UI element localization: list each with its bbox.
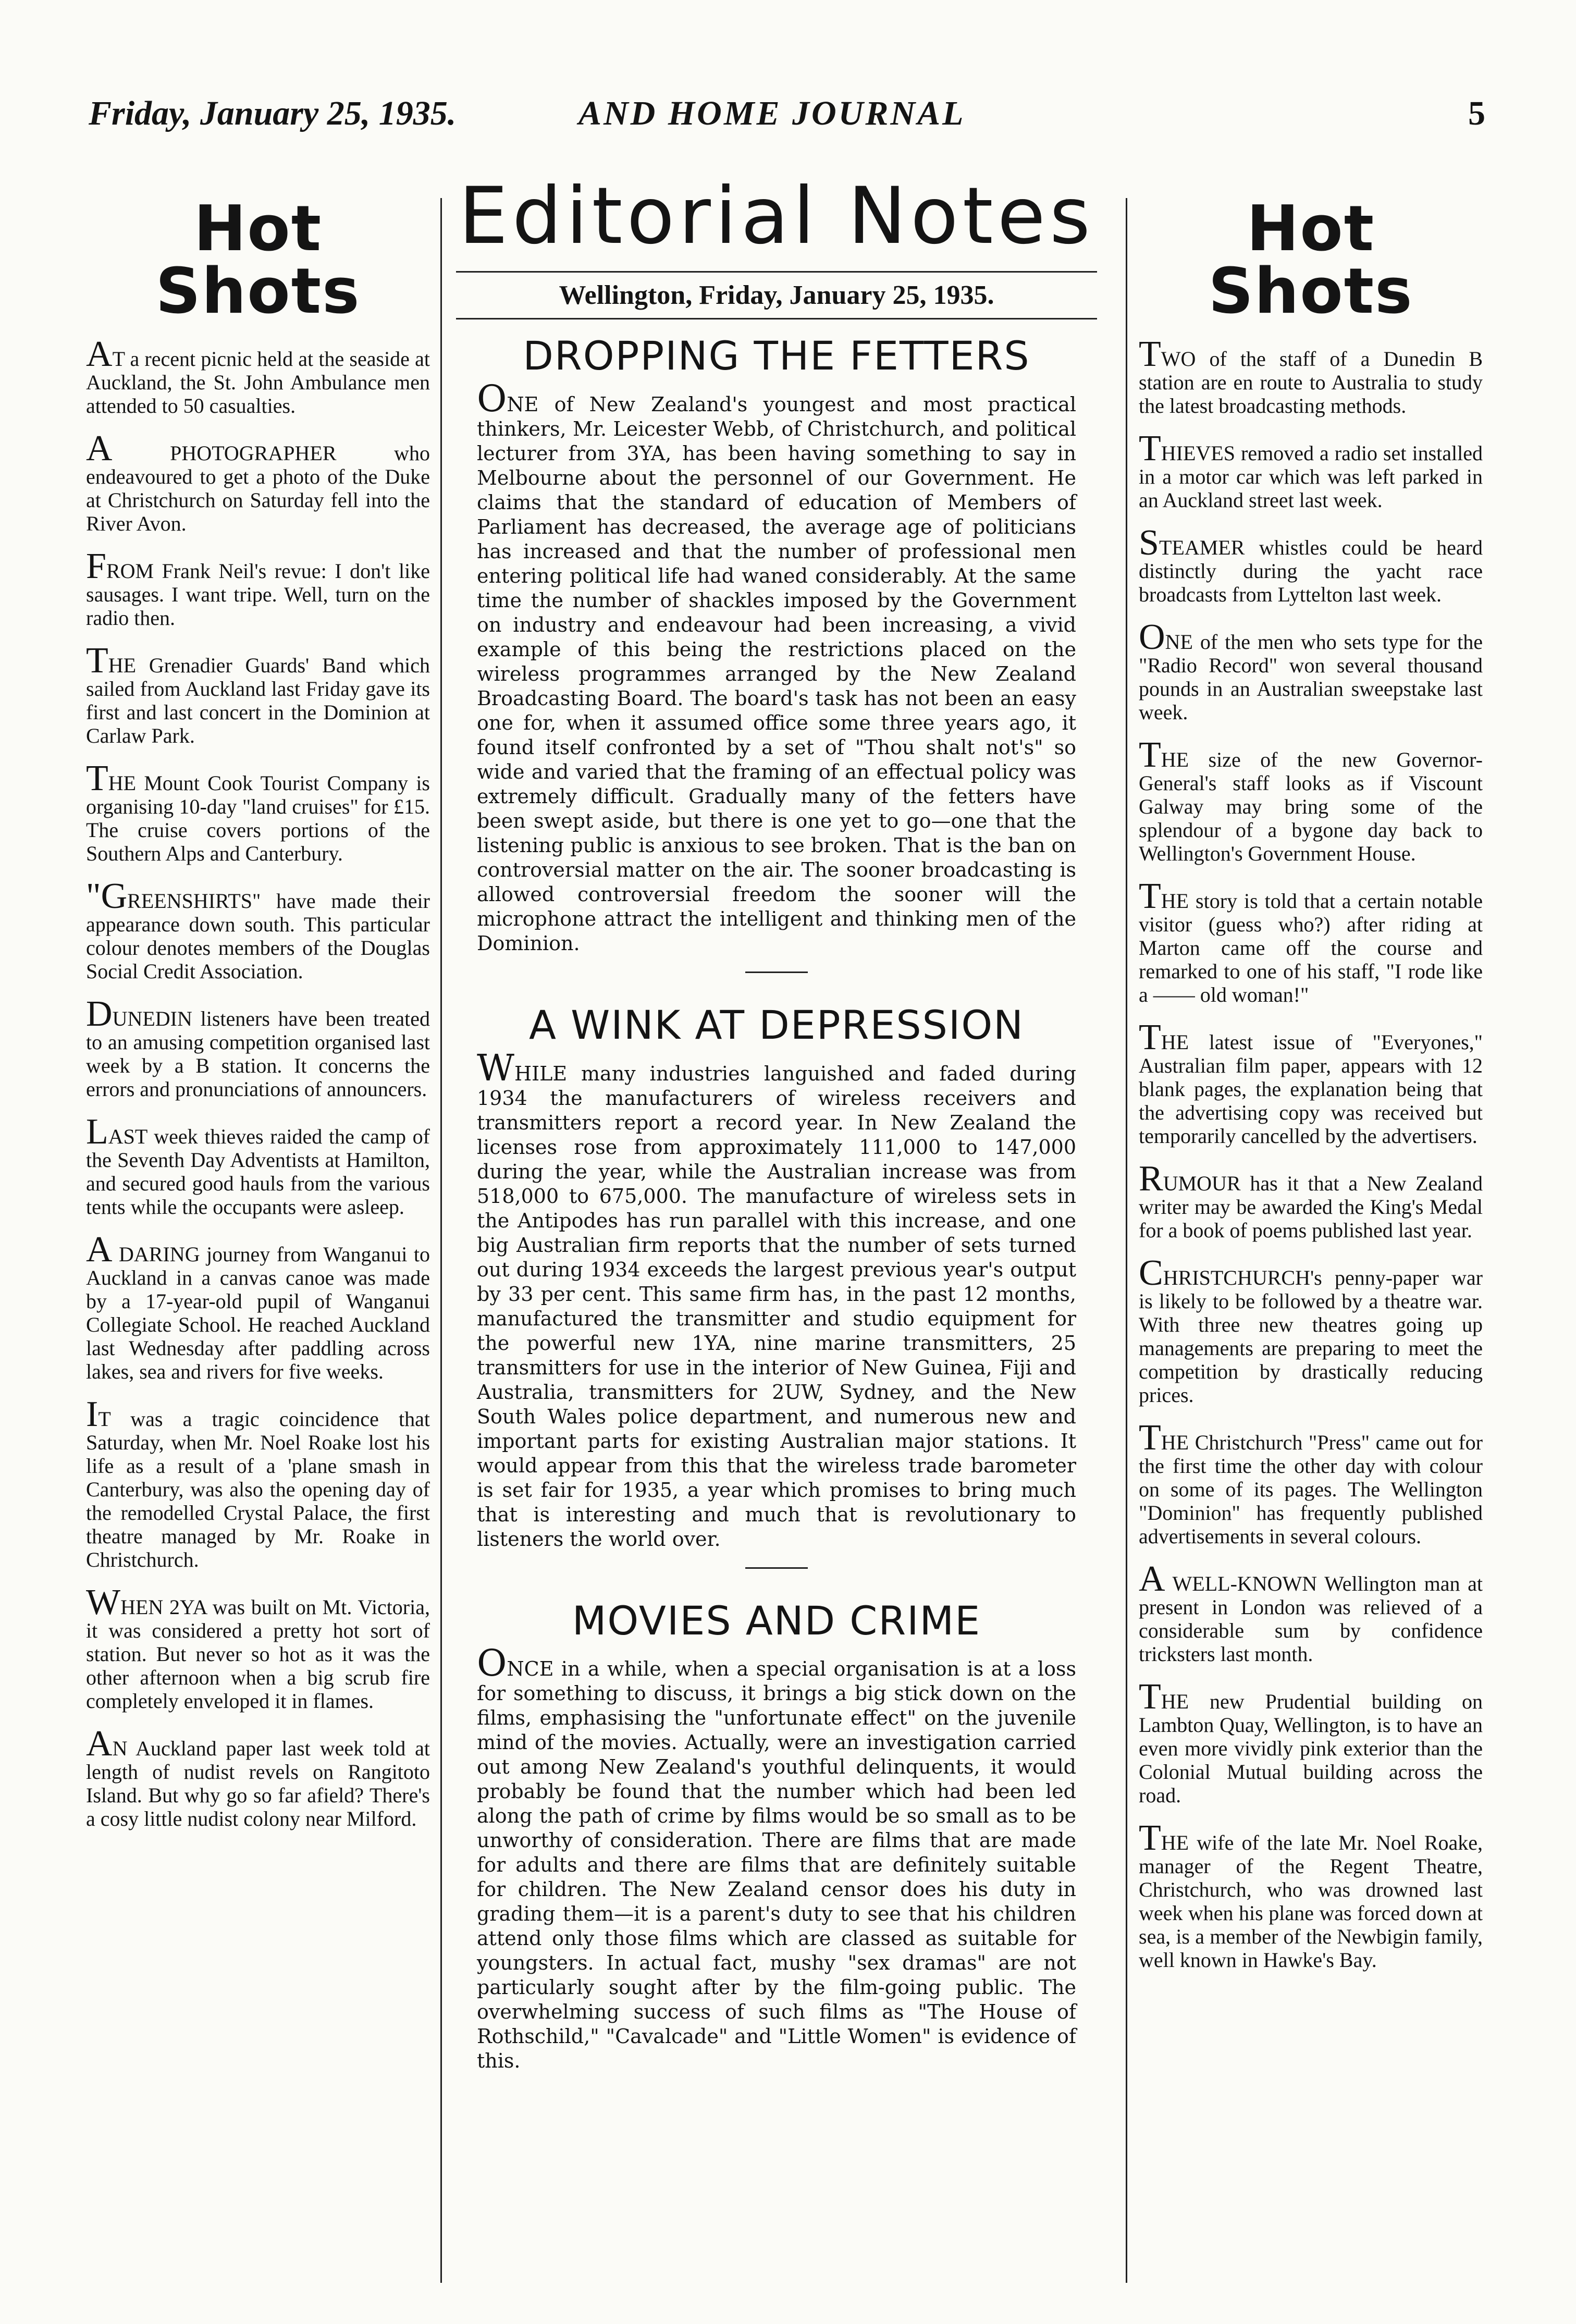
column-rule-left (440, 198, 442, 2283)
hot-shots-heading-left: Hot Shots (155, 193, 361, 328)
news-item: AN Auckland paper last week told at length of nudist revels on Rangitoto Island. But why go so far afield? There's a cosy little nudist colony near Milford. (86, 1724, 430, 1830)
news-item: THE size of the new Governor-General's staff looks as if Viscount Galway may bring some of the splendour of a bygone day back to Wellington's Government House. (1139, 735, 1483, 865)
news-item: DUNEDIN listeners have been treated to an amusing competition organised last week by a B station. It concerns the errors and pronunciations of announcers. (86, 994, 430, 1101)
news-item: LAST week thieves raided the camp of the Seventh Day Adventists at Hamilton, and secured good hauls from the various tents while the occupants were asleep. (86, 1112, 430, 1219)
news-item: THE wife of the late Mr. Noel Roake, manager of the Regent Theatre, Christchurch, who was drowned last week when his plane was forced down at sea, is a member of the Newbigin family, well known in Hawke's Bay. (1139, 1818, 1483, 1972)
news-item: A PHOTOGRAPHER who endeavoured to get a photo of the Duke at Christchurch on Saturday fell into the River Avon. (86, 428, 430, 535)
news-item: RUMOUR has it that a New Zealand writer may be awarded the King's Medal for a book of poems published last year. (1139, 1159, 1483, 1242)
news-item: THE Mount Cook Tourist Company is organising 10-day "land cruises" for £15. The cruise covers portions of the Southern Alps and Canterbury. (86, 758, 430, 865)
right-column (1139, 193, 1483, 1991)
section-divider (745, 972, 808, 973)
hot-shots-heading-right: Hot Shots (1208, 193, 1413, 328)
news-item: AT a recent picnic held at the seaside at Auckland, the St. John Ambulance men attended to 50 casualties. (86, 334, 430, 417)
news-item: ONE of the men who sets type for the "Radio Record" won several thousand pounds in an Australian sweepstake last week. (1139, 617, 1483, 724)
news-item: THE Christchurch "Press" came out for the first time the other day with colour on some of its pages. The Wellington "Dominion" has frequently published advertisements in several colours. (1139, 1418, 1483, 1548)
news-item: THE Grenadier Guards' Band which sailed from Auckland last Friday gave its first and last concert in the Dominion at Carlaw Park. (86, 641, 430, 747)
editorial-column (456, 171, 1097, 2089)
page-number: 5 (1468, 94, 1485, 132)
article-headline: MOVIES AND CRIME (572, 1597, 981, 1644)
news-item: WHEN 2YA was built on Mt. Victoria, it was considered a pretty hot sort of station. But never so hot as it was the other afternoon when a big scrub fire completely enveloped it in flames. (86, 1582, 430, 1713)
news-item: IT was a tragic coincidence that Saturday, when Mr. Noel Roake lost his life as a result of a 'plane smash in Canterbury, was also the opening day of the remodelled Crystal Palace, the first theatre managed by Mr. Roake in Christchurch. (86, 1394, 430, 1571)
issue-date: Friday, January 25, 1935. (89, 94, 457, 132)
article-body: WHILE many industries languished and faded during 1934 the manufacturers of wireless receivers and transmitters report a record year. In New Zealand the licenses rose from approximately 111,000 to 147,000 during the year, while the Australian increase was from 518,000 to 675,000. The manufacture of wireless sets in the Antipodes has run parallel with this increase, and one big Australian firm reports that the number of sets turned out during 1934 exceeds the largest previous year's output by 33 per cent. This same firm has, in the past 12 months, manufactured the transmitter and studio equipment for the powerful new 1YA, nine marine transmitters, 25 transmitters for use in the interior of New Guinea, Fiji and Australia, transmitters for 2UW, Sydney, and the New South Wales police department, and numerous new and important parts for existing Australian major stations. It would appear from this that the wireless trade barometer is set fair for 1935, a year which promises to bring much that is interesting and much that is revolutionary to listeners the world over. (477, 1046, 1076, 1551)
column-rule-right (1126, 198, 1127, 2283)
article-body: ONE of New Zealand's youngest and most practical thinkers, Mr. Leicester Webb, of Christchurch, and political lecturer from 3YA, has been having something to say in Melbourne about the personnel of our Government. He claims that the standard of education of Members of Parliament has decreased, the average age of politicians has increased and that the number of professional men entering political life had waned considerably. At the same time the number of shackles imposed by the Government on industry and endeavour had been increasing, a vivid example of this being the restrictions placed on the wireless programmes arranged by the New Zealand Broadcasting Board. The board's task has not been an easy one for, when it assumed office some three years ago, it found itself confronted by a set of "Thou shalt not's" so wide and varied that the framing of an effectual policy was extremely difficult. Gradually many of the fetters have been swept aside, but there is one yet to go—one that the listening public is anxious to see broken. That is the ban on controversial matter on the air. The sooner broadcasting is allowed controversial freedom the sooner will the microphone attract the intelligent and thinking men of the Dominion. (477, 377, 1076, 955)
news-item: A WELL-KNOWN Wellington man at present in London was relieved of a considerable sum by confidence tricksters last month. (1139, 1559, 1483, 1666)
article-headline: A WINK AT DEPRESSION (529, 1001, 1024, 1048)
article-body: ONCE in a while, when a special organisation is at a loss for something to discuss, it brings a big stick down on the films, emphasising the "unfortunate effect" on the juvenile mind of the movies. Actually, were an investigation carried out among New Zealand's youthful delinquents, it would probably be found that the number which had been led along the path of crime by films would be so small as to be unworthy of consideration. There are films that are made for adults and there are films that are definitely suitable for children. The New Zealand censor does his duty in grading them—it is a parent's duty to see that his children attend only those films which are classed as suitable for youngsters. In actual fact, mushy "sex dramas" are not particularly sought after by the film-going public. The overwhelming success of such films as "The House of Rothschild," "Cavalcade" and "Little Women" is evidence of this. (477, 1642, 1076, 2073)
news-item: CHRISTCHURCH's penny-paper war is likely to be followed by a theatre war. With three new theatres going up managements are preparing to meet the competition by drastically reducing prices. (1139, 1253, 1483, 1407)
news-item: THE latest issue of "Everyones," Australian film paper, appears with 12 blank pages, the explanation being that the advertising copy was received but temporarily cancelled by the advertisers. (1139, 1017, 1483, 1148)
news-item: THE new Prudential building on Lambton Quay, Wellington, is to have an even more vividly pink exterior than the Colonial Mutual building across the road. (1139, 1677, 1483, 1807)
news-item: THE story is told that a certain notable visitor (guess who?) after riding at Marton came off the course and remarked to one of his staff, "I rode like a —— old woman!" (1139, 876, 1483, 1006)
editorial-title: Editorial Notes (458, 171, 1095, 262)
article-headline: DROPPING THE FETTERS (523, 333, 1030, 379)
news-item: FROM Frank Neil's revue: I don't like sausages. I want tripe. Well, turn on the radio then. (86, 546, 430, 630)
news-item: "GREENSHIRTS" have made their appearance down south. This particular colour denotes members of the Douglas Social Credit Association. (86, 876, 430, 983)
news-item: THIEVES removed a radio set installed in a motor car which was left parked in an Auckland street last week. (1139, 428, 1483, 512)
news-item: TWO of the staff of a Dunedin B station are en route to Australia to study the latest broadcasting methods. (1139, 334, 1483, 417)
masthead (89, 94, 1485, 151)
news-item: STEAMER whistles could be heard distinctly during the yacht race broadcasts from Lyttelton last week. (1139, 523, 1483, 606)
news-item: A DARING journey from Wanganui to Auckland in a canvas canoe was made by a 17-year-old pupil of Wanganui Collegiate School. He reached Auckland last Wednesday after paddling across lakes, sea and rivers for five weeks. (86, 1229, 430, 1383)
dateline: Wellington, Friday, January 25, 1935. (456, 271, 1097, 319)
section-divider (745, 1567, 808, 1569)
journal-name: AND HOME JOURNAL (578, 94, 966, 132)
left-column (86, 193, 430, 1850)
